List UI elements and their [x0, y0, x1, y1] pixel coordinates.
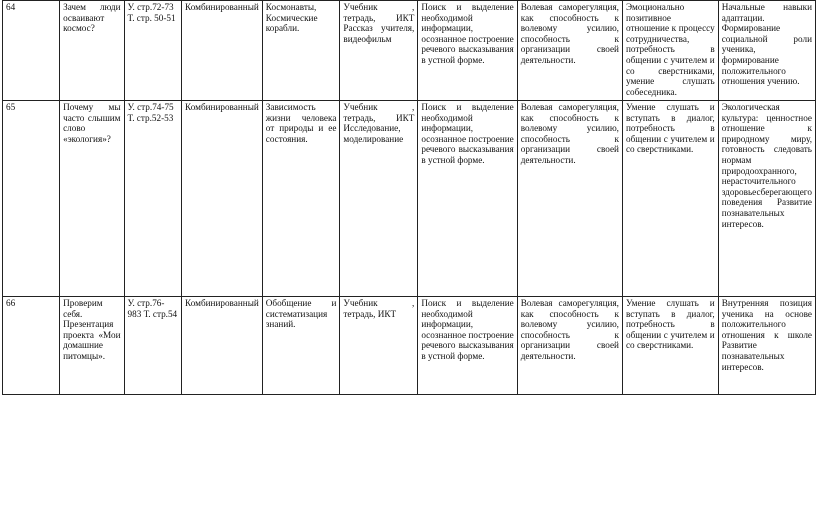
lesson-pages: У. стр.72-73 Т. стр. 50-51 — [124, 1, 182, 101]
lesson-pages: У. стр.76-983 Т. стр.54 — [124, 297, 182, 395]
lesson-topic: Почему мы часто слышим слово «экология»? — [60, 101, 124, 297]
lesson-number: 65 — [3, 101, 60, 297]
communicative-uud: Умение слушать и вступать в диалог, потребность в общении с учителем и со сверстниками. — [622, 101, 718, 297]
cognitive-uud: Поиск и выделение необходимой информации, осознанное построение речевого высказывания в устной форме. — [418, 101, 517, 297]
regulatory-uud: Волевая саморегуляция, как способность к волевому усилию, способность к организации своей деятельности. — [517, 101, 622, 297]
lesson-type: Комбинированный — [182, 1, 263, 101]
communicative-uud: Эмоционально позитивное отношение к процессу сотрудничества, потребность в общении с учителем и со сверстниками, умение слушать собеседника. — [622, 1, 718, 101]
lesson-content: Космонавты, Космические корабли. — [262, 1, 340, 101]
lesson-content: Обобщение и систематизация знаний. — [262, 297, 340, 395]
lesson-type: Комбинированный — [182, 101, 263, 297]
lesson-equipment: Учебник , тетрадь, ИКТ Рассказ учителя, видеофильм — [340, 1, 418, 101]
lesson-plan-table — [2, 0, 816, 395]
lesson-pages: У. стр.74-75 Т. стр.52-53 — [124, 101, 182, 297]
lesson-content: Зависимость жизни человека от природы и ее состояния. — [262, 101, 340, 297]
regulatory-uud: Волевая саморегуляция, как способность к волевому усилию, способность к организации своей деятельности. — [517, 297, 622, 395]
personal-results: Экологическая культура: ценностное отношение к природному миру, готовность следовать нормам природоохранного, нерасточительного здоровьесберегающего поведения Развитие познавательных интересов. — [718, 101, 815, 297]
lesson-type: Комбинированный — [182, 297, 263, 395]
table-row — [3, 101, 816, 297]
regulatory-uud: Волевая саморегуляция, как способность к волевому усилию, способность к организации своей деятельности. — [517, 1, 622, 101]
cognitive-uud: Поиск и выделение необходимой информации, осознанное построение речевого высказывания в устной форме. — [418, 297, 517, 395]
personal-results: Начальные навыки адаптации. Формирование социальной роли ученика, формирование положительного отношения учению. — [718, 1, 815, 101]
lesson-number: 66 — [3, 297, 60, 395]
lesson-equipment: Учебник , тетрадь, ИКТ Исследование, моделирование — [340, 101, 418, 297]
lesson-equipment: Учебник , тетрадь, ИКТ — [340, 297, 418, 395]
cognitive-uud: Поиск и выделение необходимой информации, осознанное построение речевого высказывания в устной форме. — [418, 1, 517, 101]
table-row — [3, 1, 816, 101]
lesson-number: 64 — [3, 1, 60, 101]
personal-results: Внутренняя позиция ученика на основе положительного отношения к школе Развитие познавательных интересов. — [718, 297, 815, 395]
lesson-topic: Проверим себя. Презентация проекта «Мои домашние питомцы». — [60, 297, 124, 395]
table-row — [3, 297, 816, 395]
lesson-topic: Зачем люди осваивают космос? — [60, 1, 124, 101]
communicative-uud: Умение слушать и вступать в диалог, потребность в общении с учителем и со сверстниками. — [622, 297, 718, 395]
